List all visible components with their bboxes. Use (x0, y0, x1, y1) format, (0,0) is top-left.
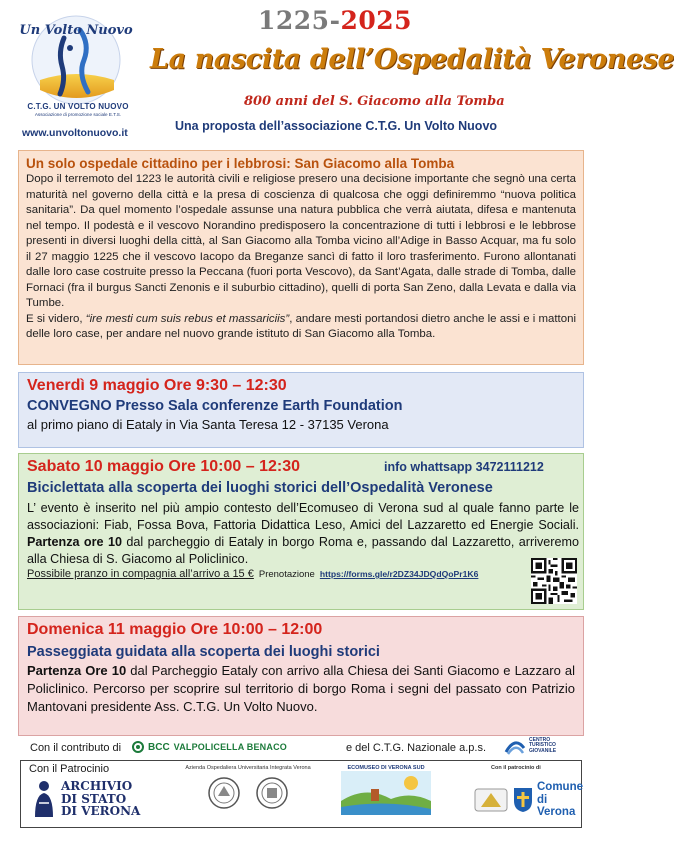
bcc-name: VALPOLICELLA BENACO (173, 742, 287, 752)
whatsapp-info: info whattsapp 3472111212 (384, 460, 544, 474)
ctg-word-1: CENTRO (529, 736, 551, 743)
event-heading: Biciclettata alla scoperta dei luoghi storici dell’Ospedalità Veronese (27, 480, 493, 496)
event-text-b: dal parcheggio di Eataly in borgo Roma e, passando dal Lazzaretto, arriveremo alla Chiesa di S. Giacomo al Policlinico. (27, 535, 579, 566)
logo-org-name: C.T.G. UN VOLTO NUOVO (27, 102, 129, 111)
event-description (27, 662, 575, 716)
event-date: Venerdì 9 maggio Ore 9:30 – 12:30 (27, 377, 287, 394)
event-friday (18, 372, 584, 448)
departure-time: Partenza ore 10 (27, 535, 122, 549)
comune-line-1: Comune (537, 781, 583, 793)
event-saturday (18, 453, 584, 610)
logo-caption (22, 102, 134, 117)
archivio-line-1: ARCHIVIO (61, 779, 133, 794)
archivio-text (61, 780, 140, 818)
region-emblem-icon (473, 785, 509, 815)
ctg-words (529, 738, 556, 755)
booking-label: Prenotazione (258, 569, 315, 580)
ecomuseo-logo (336, 765, 436, 820)
contrib-label: Con il contributo di (30, 742, 122, 754)
qr-code-icon[interactable] (531, 558, 577, 604)
intro-paragraph-1: Dopo il terremoto del 1223 le autorità civili e religiose presero una decisione importante che segnò una certa maturità nel governo della città e la presa di coscienza di qualcosa che oggi definiremmo “nuova politica sanitaria”. Da quel momento l’ospedale assunse una natura pubblica che verrà aiutata, difesa e mantenuta nel tempo. Il podestà e il vescovo Norandino predisposero la concentrazione di tutti i lebbrosi e le lebbrose presenti in diversi luoghi della città, al San Giacomo alla Tomba vicino all’Adige in Basso Acquar, ma fu solo il 27 maggio 1225 che il vescovo Iacopo da Breganze sancì di fatto il loro trasferimento. Furono allontanati dalle loro case costruite presso la Peccana (fuori porta Vescovo), da Sant’Agata, dalle strade di Tomba, dalle Fornaci (fra il burgus Sancti Zenonis e il suburbio cittadino), quelli di porta San Zeno, dalla Levata e dalla via Tumbe. (26, 173, 576, 309)
ecomuseo-landscape-icon (341, 771, 431, 815)
event-date: Sabato 10 maggio Ore 10:00 – 12:30 (27, 458, 301, 475)
intro-paragraph-2 (26, 312, 576, 343)
ctg-national-label: e del C.T.G. Nazionale a.p.s. (346, 742, 487, 754)
proposal-line: Una proposta dell’associazione C.T.G. Un Volto Nuovo (175, 119, 498, 133)
event-heading: Passeggiata guidata alla scoperta dei luoghi storici (27, 644, 380, 660)
intro-latin-quote: “ire mesti cum suis rebus et massariciis” (85, 312, 290, 325)
ctg-logo (504, 736, 556, 756)
ctg-word-2: TURISTICO (529, 742, 556, 749)
bcc-mark-text: BCC (148, 741, 170, 753)
anniversary-years (258, 6, 412, 35)
page-subtitle: 800 anni del S. Giacomo alla Tomba (244, 94, 505, 109)
ecomuseo-name: ECOMUSEO DI VERONA SUD (347, 765, 425, 771)
ctg-word-3: GIOVANILE (529, 747, 557, 754)
booking-link[interactable]: https://forms.gle/r2DZ34JDQdQoPr1K6 (319, 569, 479, 579)
comune-name (537, 781, 583, 819)
comune-logo (473, 781, 583, 819)
patronage-label: Con il Patrocinio (29, 763, 110, 775)
archivio-line-3: DI VERONA (61, 804, 141, 819)
university-seal-icon (255, 776, 289, 810)
archivio-logo (31, 779, 140, 819)
year-end: 2025 (340, 6, 413, 35)
year-start: 1225 (258, 6, 330, 35)
comune-patronage-label: Con il patrocinio di (491, 765, 541, 771)
departure-time: Partenza Ore 10 (27, 663, 127, 678)
lunch-booking-line (27, 568, 575, 580)
bcc-mark-icon (132, 741, 144, 753)
ctg-emblem-icon (504, 736, 526, 756)
intro-body (26, 172, 576, 343)
event-text: dal Parcheggio Eataly con arrivo alla Chiesa dei Santi Giacomo e Lazzaro al Policlinico. Percorso per scoprire sul territorio di borgo Roma i segni del passato con Patrizio Mantovani presidente Ass. C.T.G. Un Volto Nuovo. (27, 663, 576, 714)
event-text-a: L’ evento è inserito nel più ampio contesto dell’Ecomuseo di Verona sud al quale fanno parte le associazioni: Fiab, Fossa Bova, Fattoria Didattica Leso, Amici del Lazzaretto ed Energie Sociali. (27, 501, 579, 532)
comune-line-2: di Verona (537, 793, 576, 818)
intro-box (18, 150, 584, 365)
bcc-logo (132, 741, 287, 753)
intro-p2-start: E si videro, (26, 312, 86, 325)
hospital-seal-icon (207, 776, 241, 810)
logo-subtitle: Associazione di promozione sociale E.T.S. (34, 112, 122, 117)
verona-shield-icon (513, 787, 533, 813)
contributors-row (22, 736, 578, 758)
intro-p2-end: , andare mesti portandosi dietro anche le assi e i mattoni delle loro case, per andare nel nuovo grande istituto di San Giacomo alla Tomba. (26, 312, 576, 340)
event-date: Domenica 11 maggio Ore 10:00 – 12:00 (27, 621, 323, 638)
event-heading: CONVEGNO Presso Sala conferenze Earth Foundation (27, 398, 403, 414)
hospital-logo (173, 765, 323, 810)
archivio-line-2: DI STATO (61, 791, 127, 806)
hospital-seals (173, 776, 323, 810)
archivio-figure-icon (31, 779, 57, 819)
logo-script-text: Un Volto Nuovo (19, 23, 133, 38)
intro-title: Un solo ospedale cittadino per i lebbrosi: San Giacomo alla Tomba (26, 156, 455, 171)
event-description (27, 500, 579, 568)
event-sunday (18, 616, 584, 736)
patronage-box (20, 760, 582, 828)
event-location: al primo piano di Eataly in Via Santa Teresa 12 - 37135 Verona (27, 417, 389, 432)
year-separator: - (329, 6, 341, 35)
lunch-info: Possibile pranzo in compagnia all’arrivo a 15 € (27, 568, 254, 580)
page-title: La nascita dell’Ospedalità Veronese (150, 44, 674, 75)
website-link[interactable]: www.unvoltonuovo.it (22, 127, 128, 139)
hospital-name: Azienda Ospedaliera Universitaria Integrata Verona (185, 765, 311, 771)
